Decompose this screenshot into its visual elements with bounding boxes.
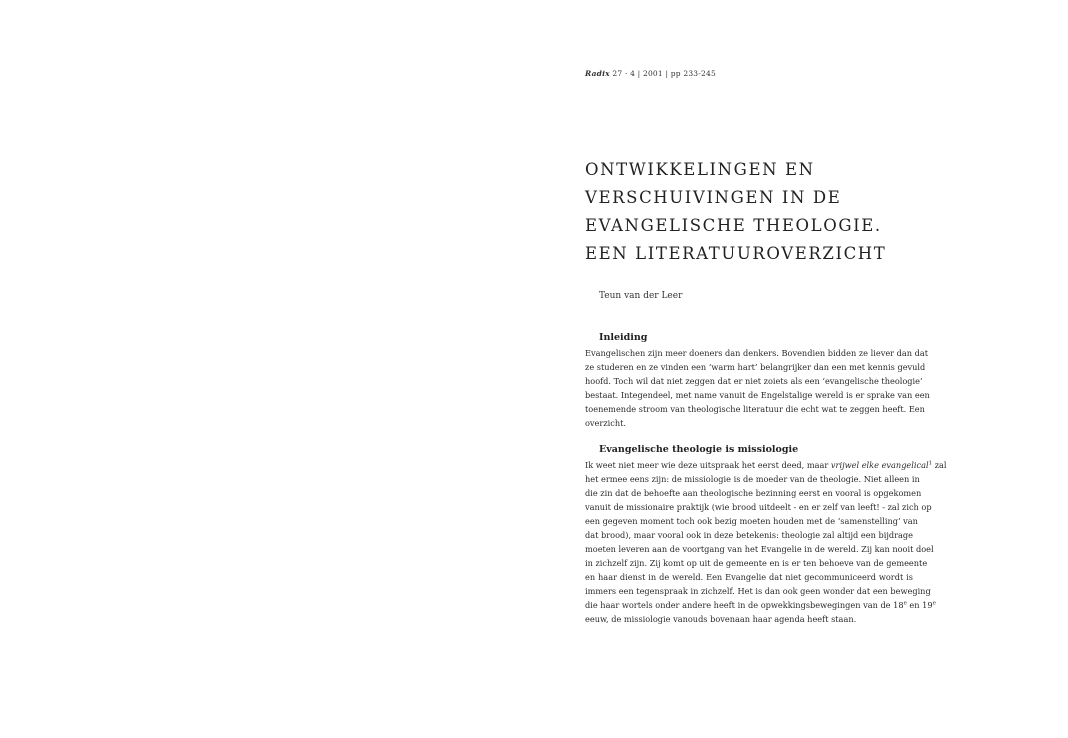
article-title	[585, 156, 915, 268]
text-line: dat brood), maar vooral ook in deze betekenis: theologie zal altijd een bijdrage	[585, 530, 913, 540]
section-heading-missiologie: Evangelische theologie is missiologie	[599, 444, 799, 455]
text-line: moeten leveren aan de voortgang van het Evangelie in de wereld. Zij kan nooit doel	[585, 544, 934, 554]
paragraph-missiologie	[585, 458, 947, 626]
text-line: die zin dat de behoefte aan theologische bezinning eerst en vooral is opgekomen	[585, 488, 922, 498]
text-line: vanuit de missionaire praktijk (wie brood uitdeelt - en er zelf van leeft! - zal zich op	[585, 502, 932, 512]
text-line: toenemende stroom van theologische literatuur die echt wat te zeggen heeft. Een	[585, 404, 925, 414]
text-line: bestaat. Integendeel, met name vanuit de Engelstalige wereld is er sprake van een	[585, 390, 930, 400]
text-run: en 19	[906, 600, 933, 610]
ordinal-suffix: e	[903, 600, 907, 607]
text-line	[585, 598, 936, 612]
text-line: eeuw, de missiologie vanouds bovenaan haar agenda heeft staan.	[585, 614, 857, 624]
author-name: Teun van der Leer	[599, 291, 683, 301]
text-line: en haar dienst in de wereld. Een Evangelie dat niet gecommuniceerd wordt is	[585, 572, 913, 582]
title-line: VERSCHUIVINGEN IN DE	[585, 188, 842, 207]
text-line: ze studeren en ze vinden een ‘warm hart’ belangrijker dan een met kennis gevuld	[585, 362, 926, 372]
text-line: een gegeven moment toch ook bezig moeten houden met de ‘samenstelling’ van	[585, 516, 918, 526]
text-line: hoofd. Toch wil dat niet zeggen dat er niet zoiets als een ‘evangelische theologie’	[585, 376, 923, 386]
text-line: overzicht.	[585, 418, 626, 428]
paragraph-inleiding	[585, 346, 930, 430]
title-line: EVANGELISCHE THEOLOGIE.	[585, 216, 882, 235]
title-line: EEN LITERATUUROVERZICHT	[585, 244, 887, 263]
text-line	[585, 458, 947, 472]
text-line: immers een tegenspraak in zichzelf. Het is dan ook geen wonder dat een beweging	[585, 586, 931, 596]
journal-name: Radix	[585, 69, 610, 78]
journal-issue: 27 · 4 | 2001 | pp 233-245	[609, 69, 716, 78]
text-line: het ermee eens zijn: de missiologie is de moeder van de theologie. Niet alleen in	[585, 474, 920, 484]
text-run: die haar wortels onder andere heeft in de opwekkingsbewegingen van de 18	[585, 600, 904, 610]
section-heading-inleiding: Inleiding	[599, 332, 648, 343]
footnote-marker: 1	[928, 460, 933, 467]
ordinal-suffix: e	[932, 600, 936, 607]
title-line: ONTWIKKELINGEN EN	[585, 160, 815, 179]
text-line: Evangelischen zijn meer doeners dan denkers. Bovendien bidden ze liever dan dat	[585, 348, 929, 358]
text-run: zal	[932, 460, 947, 470]
italic-text: vrijwel elke evangelical	[830, 460, 929, 470]
running-head	[585, 69, 716, 78]
text-line: in zichzelf zijn. Zij komt op uit de gemeente en is er ten behoeve van de gemeente	[585, 558, 928, 568]
text-run: Ik weet niet meer wie deze uitspraak het eerst deed, maar	[585, 460, 831, 470]
